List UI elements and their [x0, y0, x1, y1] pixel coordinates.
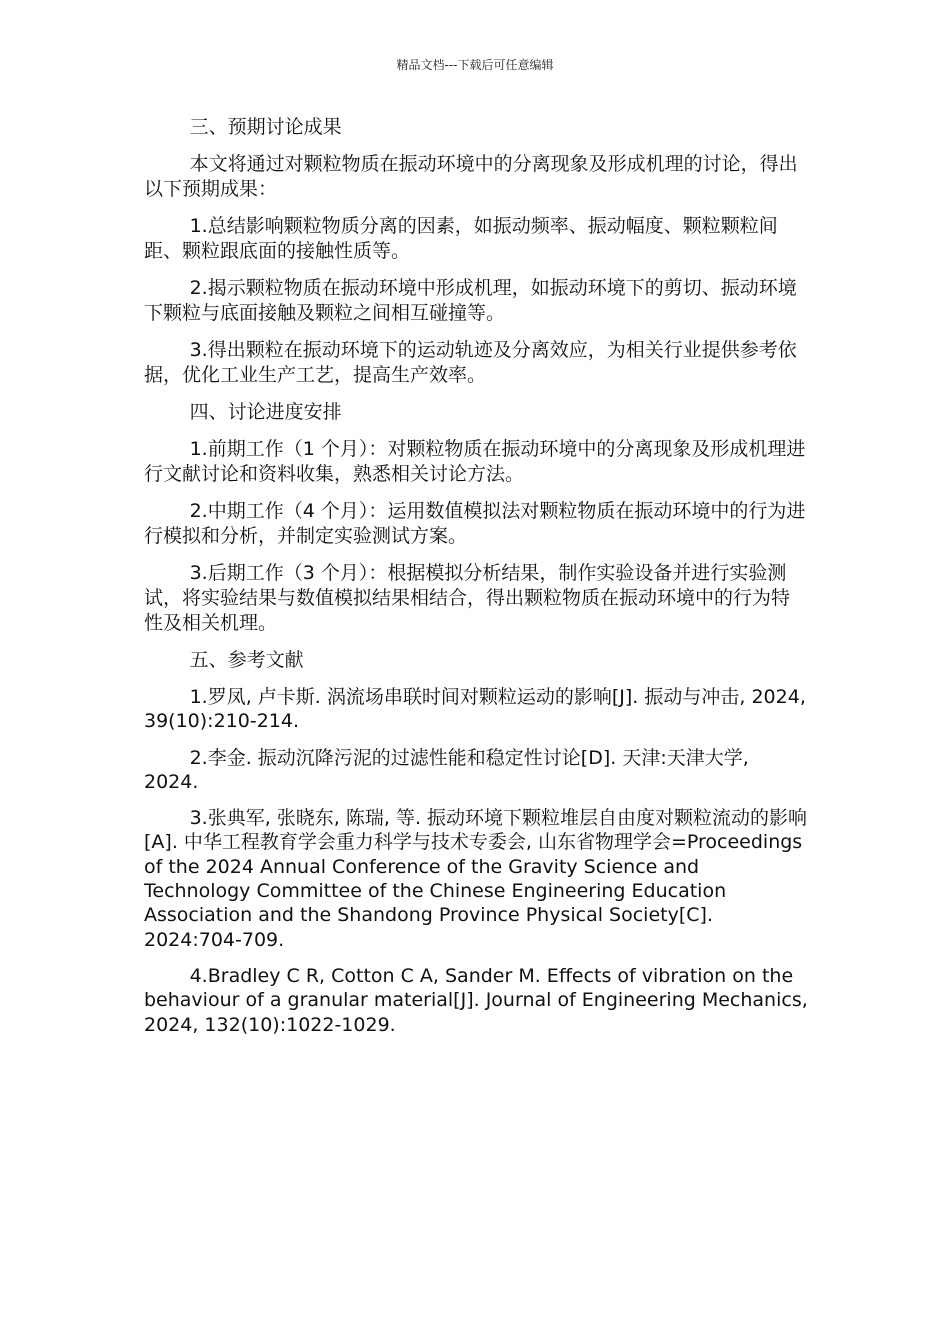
expected-result-item: 1.总结影响颗粒物质分离的因素，如振动频率、振动幅度、颗粒颗粒间距、颗粒跟底面的接触性质等。	[144, 215, 778, 262]
reference-item: 1.罗凤, 卢卡斯. 涡流场串联时间对颗粒运动的影响[J]. 振动与冲击, 2024, 39(10):210-214.	[144, 686, 806, 733]
section-title-schedule: 四、讨论进度安排	[189, 401, 342, 423]
reference-item: 2.李金. 振动沉降污泥的过滤性能和稳定性讨论[D]. 天津:天津大学, 2024.	[144, 746, 749, 793]
document-body	[144, 115, 808, 1049]
section-intro-paragraph: 本文将通过对颗粒物质在振动环境中的分离现象及形成机理的讨论，得出以下预期成果：	[144, 153, 798, 200]
expected-result-item: 3.得出颗粒在振动环境下的运动轨迹及分离效应，为相关行业提供参考依据，优化工业生产工艺，提高生产效率。	[144, 339, 797, 386]
schedule-item: 1.前期工作（1 个月）：对颗粒物质在振动环境中的分离现象及形成机理进行文献讨论和资料收集，熟悉相关讨论方法。	[144, 438, 806, 485]
reference-item: 3.张典军, 张晓东, 陈瑞, 等. 振动环境下颗粒堆层自由度对颗粒流动的影响[A]. 中华工程教育学会重力科学与技术专委会, 山东省物理学会=Proceedings of the 2024 Annual Conference of the Gravity Science and Technology Committee of the Chinese Engineering Education Association and the Shandong Province Physical Society[C]. 2024:704-709.	[144, 807, 808, 951]
section-title-references: 五、参考文献	[189, 649, 304, 671]
schedule-item: 2.中期工作（4 个月）：运用数值模拟法对颗粒物质在振动环境中的行为进行模拟和分析，并制定实验测试方案。	[144, 500, 806, 547]
schedule-item: 3.后期工作（3 个月）：根据模拟分析结果，制作实验设备并进行实验测试，将实验结果与数值模拟结果相结合，得出颗粒物质在振动环境中的行为特性及相关机理。	[144, 562, 791, 634]
section-title-expected-results: 三、预期讨论成果	[189, 116, 342, 138]
reference-item: 4.Bradley C R, Cotton C A, Sander M. Effects of vibration on the behaviour of a granular material[J]. Journal of Engineering Mechanics, 2024, 132(10):1022-1029.	[144, 964, 808, 1036]
expected-result-item: 2.揭示颗粒物质在振动环境中形成机理，如振动环境下的剪切、振动环境下颗粒与底面接触及颗粒之间相互碰撞等。	[144, 277, 797, 324]
page-header: 精品文档---下载后可任意编辑	[396, 58, 554, 72]
